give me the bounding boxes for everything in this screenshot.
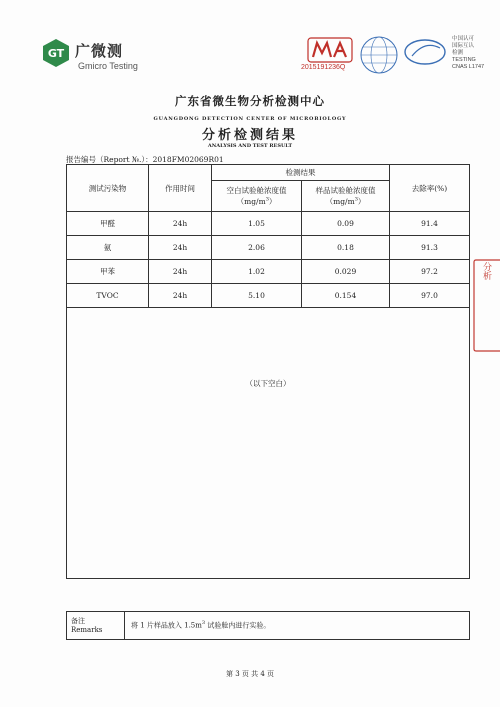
table-row <box>67 284 470 308</box>
header-sample-label: 样品试验舱浓度值 <box>315 186 376 195</box>
header-sample-unit <box>302 196 389 207</box>
results-table <box>66 164 470 579</box>
unit-sup: 3 <box>265 196 269 203</box>
remarks-table <box>66 611 470 640</box>
header-results-group: 检测结果 <box>212 165 390 181</box>
cell-removal: 97.0 <box>390 284 470 308</box>
seal-text: 分析 <box>481 262 491 280</box>
header-blank-unit <box>212 196 301 207</box>
cell-time: 24h <box>149 236 212 260</box>
cnas-line: 检测 <box>452 50 464 56</box>
cell-time: 24h <box>149 284 212 308</box>
cell-removal: 91.3 <box>390 236 470 260</box>
header-blank-conc <box>212 181 302 212</box>
remarks-label-cn: 备注 <box>71 616 85 625</box>
brand-subtitle: Gmicro Testing <box>78 61 138 71</box>
gmicro-logo-icon <box>42 38 70 68</box>
logo-text: GT <box>47 47 65 60</box>
cell-blank: 2.06 <box>212 236 302 260</box>
report-number: 报告编号（Report №.）：2018FM02069R01 <box>66 155 224 164</box>
cnas-line: 国际互认 <box>452 43 475 49</box>
cell-time: 24h <box>149 260 212 284</box>
remarks-label-en: Remarks <box>71 625 103 634</box>
cell-pollutant: 甲苯 <box>67 260 149 284</box>
unit-sup: 3 <box>354 196 358 203</box>
header-pollutant: 测试污染物 <box>67 165 149 212</box>
table-row <box>67 260 470 284</box>
remarks-text-after: 试验舱内进行实验。 <box>205 621 271 630</box>
cell-pollutant: TVOC <box>67 284 149 308</box>
cell-removal: 91.4 <box>390 212 470 236</box>
cnas-line: 中国认可 <box>452 36 475 42</box>
cell-sample: 0.18 <box>302 236 390 260</box>
report-title-en: ANALYSIS AND TEST RESULT <box>207 143 293 149</box>
header-removal: 去除率(%) <box>390 165 470 212</box>
table-row <box>67 212 470 236</box>
remarks-row <box>67 612 470 640</box>
center-name-en: GUANGDONG DETECTION CENTER OF MICROBIOLOGY <box>153 116 347 122</box>
remarks-label <box>67 612 125 640</box>
cell-pollutant: 氨 <box>67 236 149 260</box>
brand-name: 广微测 <box>75 42 124 60</box>
ilac-mra-icon <box>357 35 401 75</box>
unit-prefix: （mg/m <box>325 197 355 206</box>
cell-sample: 0.09 <box>302 212 390 236</box>
cnas-mark-icon <box>404 38 446 66</box>
cma-number: 2015191236Q <box>301 64 346 71</box>
header-time: 作用时间 <box>149 165 212 212</box>
cell-removal: 97.2 <box>390 260 470 284</box>
unit-suffix: ） <box>357 197 366 206</box>
cell-blank: 1.02 <box>212 260 302 284</box>
cell-pollutant: 甲醛 <box>67 212 149 236</box>
cell-sample: 0.029 <box>302 260 390 284</box>
remarks-text <box>125 612 470 640</box>
page-number: 第 3 页 共 4 页 <box>225 670 275 678</box>
table-header-row <box>67 165 470 181</box>
cma-mark-icon <box>307 37 353 63</box>
cnas-text <box>452 36 484 71</box>
header-blank-label: 空白试验舱浓度值 <box>226 186 287 195</box>
blank-area <box>67 308 470 579</box>
center-name: 广东省微生物分析检测中心 <box>175 94 325 108</box>
table-row <box>67 236 470 260</box>
cell-sample: 0.154 <box>302 284 390 308</box>
blank-note: （以下空白） <box>245 379 291 388</box>
cnas-line: CNAS L1747 <box>452 64 485 70</box>
unit-prefix: （mg/m <box>236 197 266 206</box>
remarks-sup: 3 <box>201 620 206 627</box>
report-title: 分析检测结果 <box>201 128 298 143</box>
unit-suffix: ） <box>268 197 277 206</box>
header-sample-conc <box>302 181 390 212</box>
cell-time: 24h <box>149 212 212 236</box>
remarks-text-before: 将 1 片样品放入 1.5m <box>131 621 202 630</box>
cell-blank: 5.10 <box>212 284 302 308</box>
cnas-line: TESTING <box>452 57 476 63</box>
blank-area-row <box>67 308 470 579</box>
cell-blank: 1.05 <box>212 212 302 236</box>
